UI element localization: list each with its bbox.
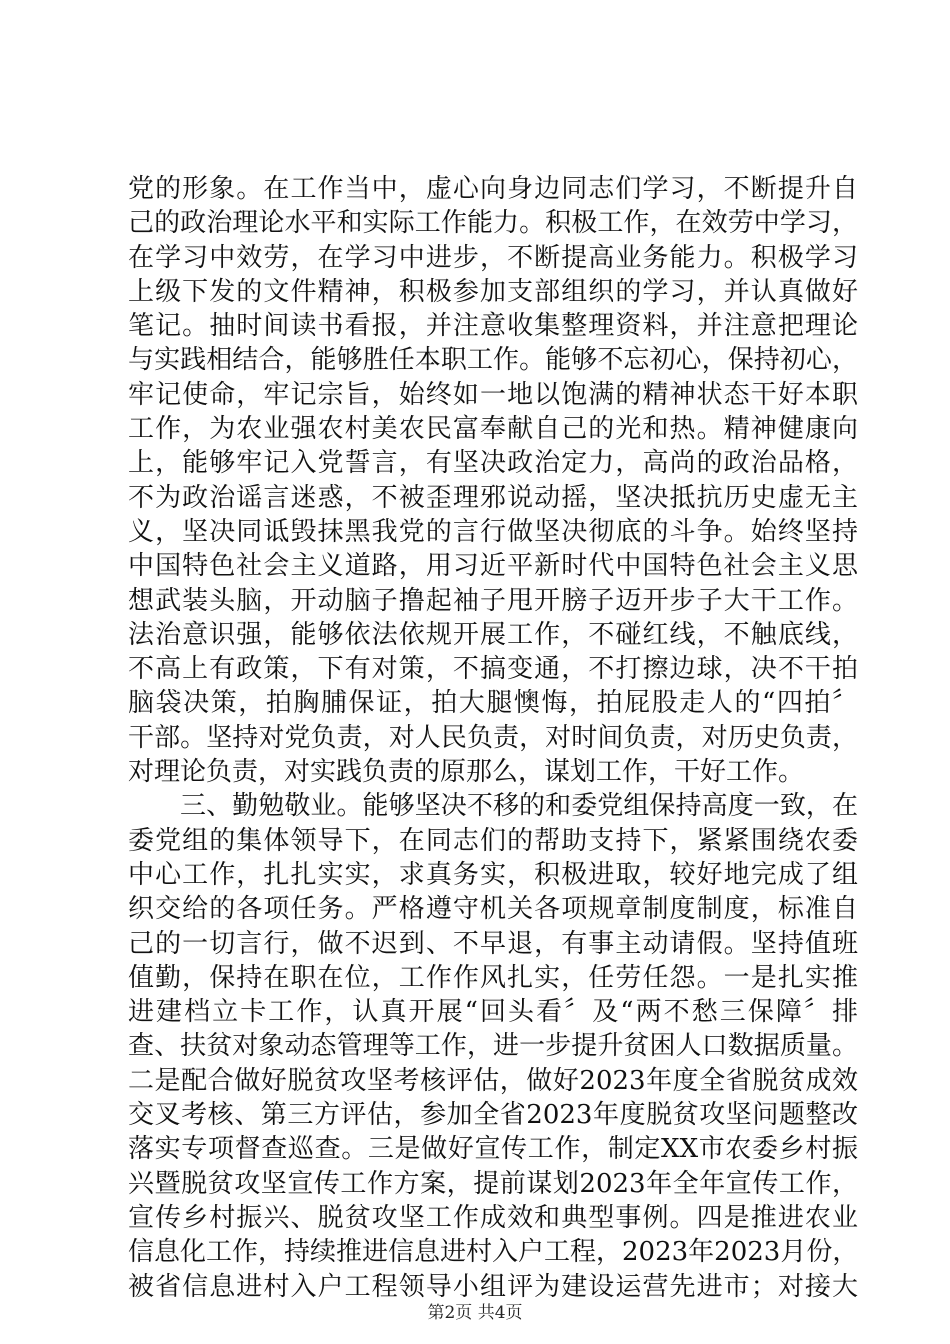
text-line: 己的一切言行，做不迟到、不早退，有事主动请假。坚持值班 bbox=[128, 928, 858, 959]
section-heading-line: 三、勤勉敬业。能够坚决不移的和委党组保持高度一致，在 bbox=[180, 791, 858, 822]
text-line: 法治意识强，能够依法依规开展工作，不碰红线，不触底线， bbox=[128, 619, 858, 650]
text-line: 与实践相结合，能够胜任本职工作。能够不忘初心，保持初心， bbox=[128, 345, 858, 376]
text-line: 交叉考核、第三方评估，参加全省2023年度脱贫攻坚问题整改 bbox=[128, 1100, 858, 1131]
text-line: 上，能够牢记入党誓言，有坚决政治定力，高尚的政治品格， bbox=[128, 448, 858, 479]
text-line: 值勤，保持在职在位，工作作风扎实，任劳任怨。一是扎实推 bbox=[128, 962, 858, 993]
text-line: 上级下发的文件精神，积极参加支部组织的学习，并认真做好 bbox=[128, 276, 858, 307]
text-line: 义，坚决同诋毁抹黑我党的言行做坚决彻底的斗争。始终坚持 bbox=[128, 516, 858, 547]
text-line: 宣传乡村振兴、脱贫攻坚工作成效和典型事例。四是推进农业 bbox=[128, 1202, 858, 1233]
text-line: 在学习中效劳，在学习中进步，不断提高业务能力。积极学习 bbox=[128, 242, 858, 273]
text-line: 不高上有政策，下有对策，不搞变通，不打擦边球，决不干拍 bbox=[128, 654, 858, 685]
text-line: 想武装头脑，开动脑子撸起袖子甩开膀子迈开步子大干工作。 bbox=[128, 585, 858, 616]
text-line: 脑袋决策，拍胸脯保证，拍大腿懊悔，拍屁股走人的“四拍〞 bbox=[128, 688, 858, 719]
text-line: 工作，为农业强农村美农民富奉献自己的光和热。精神健康向 bbox=[128, 414, 858, 445]
page-number: 第2页 共4页 bbox=[427, 1303, 523, 1323]
text-line: 中心工作，扎扎实实，求真务实，积极进取，较好地完成了组 bbox=[128, 859, 858, 890]
text-line: 干部。坚持对党负责，对人民负责，对时间负责，对历史负责， bbox=[128, 722, 858, 753]
text-line: 不为政治谣言迷惑，不被歪理邪说动摇，坚决抵抗历史虚无主 bbox=[128, 482, 858, 513]
text-line: 兴暨脱贫攻坚宣传工作方案，提前谋划2023年全年宣传工作， bbox=[128, 1168, 858, 1199]
text-line: 牢记使命，牢记宗旨，始终如一地以饱满的精神状态干好本职 bbox=[128, 379, 858, 410]
text-line: 中国特色社会主义道路，用习近平新时代中国特色社会主义思 bbox=[128, 551, 858, 582]
text-line: 委党组的集体领导下，在同志们的帮助支持下，紧紧围绕农委 bbox=[128, 825, 858, 856]
text-line: 己的政治理论水平和实际工作能力。积极工作，在效劳中学习， bbox=[128, 208, 858, 239]
text-line: 二是配合做好脱贫攻坚考核评估，做好2023年度全省脱贫成效 bbox=[128, 1065, 858, 1096]
text-line: 进建档立卡工作，认真开展“回头看〞及“两不愁三保障〞排 bbox=[128, 997, 858, 1028]
document-body bbox=[128, 172, 858, 1304]
text-line: 被省信息进村入户工程领导小组评为建设运营先进市；对接大 bbox=[128, 1271, 858, 1302]
text-line: 落实专项督查巡查。三是做好宣传工作，制定XX市农委乡村振 bbox=[128, 1134, 858, 1165]
text-line: 织交给的各项任务。严格遵守机关各项规章制度制度，标准自 bbox=[128, 894, 858, 925]
text-line: 笔记。抽时间读书看报，并注意收集整理资料，并注意把理论 bbox=[128, 311, 858, 342]
paragraph-end-line: 对理论负责，对实践负责的原那么，谋划工作，干好工作。 bbox=[128, 757, 805, 788]
text-line: 党的形象。在工作当中，虚心向身边同志们学习，不断提升自 bbox=[128, 174, 858, 204]
text-line: 信息化工作，持续推进信息进村入户工程，2023年2023月份， bbox=[128, 1237, 858, 1268]
text-line: 查、扶贫对象动态管理等工作，进一步提升贫困人口数据质量。 bbox=[128, 1031, 858, 1062]
